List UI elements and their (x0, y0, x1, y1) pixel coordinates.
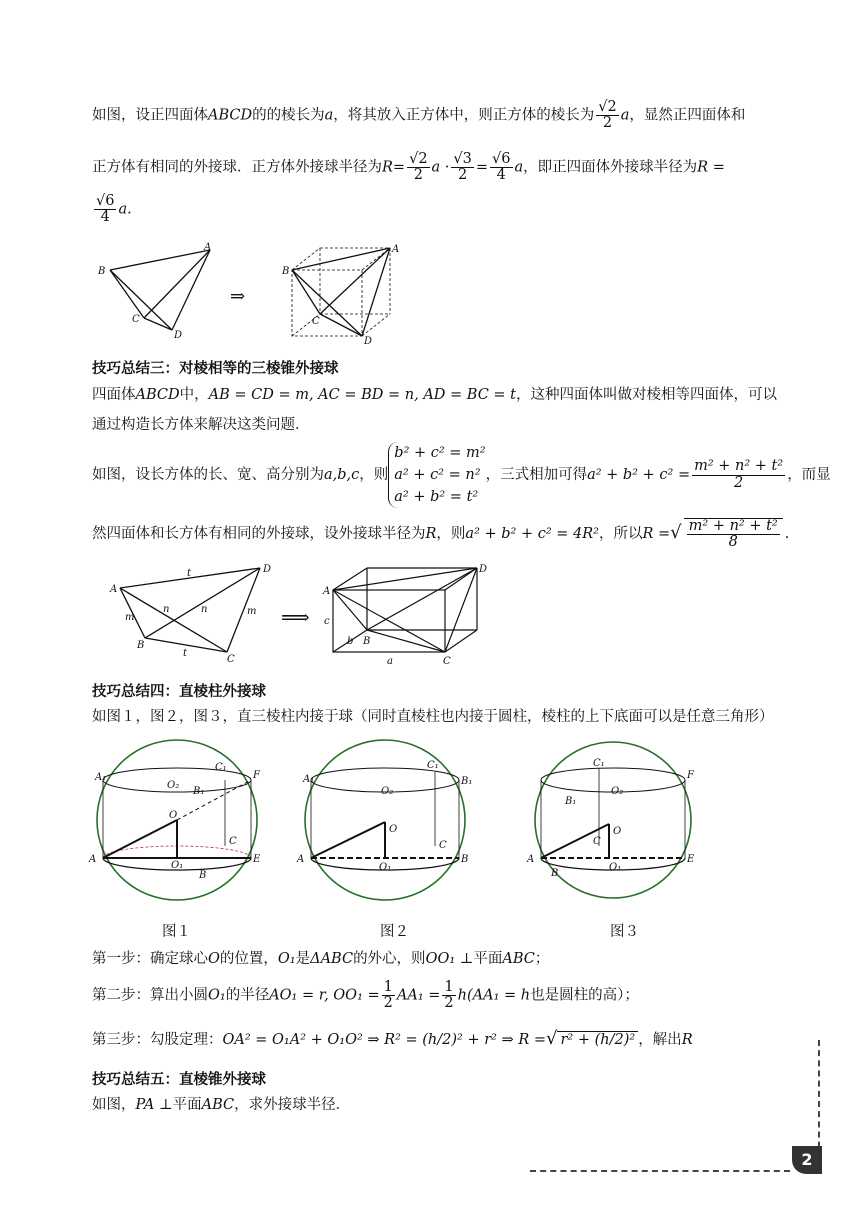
section-heading-5: 技巧总结五：直棱锥外接球 (92, 1072, 266, 1088)
label-D: D (364, 336, 373, 347)
label-E: E (687, 854, 695, 865)
math: OO₁ ⊥ (425, 951, 474, 967)
label-B: B (137, 640, 145, 651)
label-B1: B₁ (193, 786, 205, 797)
math: a · (431, 159, 450, 176)
math: h(AA₁ = h (457, 987, 531, 1004)
text: 的外心，则 (353, 951, 426, 967)
arrow-icon: ⇒ (230, 286, 246, 307)
label-B: B (363, 636, 371, 647)
para-cuboid (92, 440, 831, 510)
label-C1: C₁ (215, 762, 227, 773)
footer-dashed-rule (530, 1170, 790, 1172)
label-O2: O₂ (611, 786, 624, 797)
label-C: C (593, 836, 601, 847)
label-A: A (204, 242, 212, 253)
text: 如图， (92, 1097, 136, 1113)
sphere-figure-1 (88, 740, 261, 900)
label-B: B (551, 868, 559, 879)
text: 第一步：确定球心 (92, 951, 208, 967)
math: ΔABC (310, 951, 354, 967)
label-A: A (392, 244, 400, 255)
step-2 (92, 980, 812, 1011)
label-O: O (169, 810, 178, 821)
figure-tetra-cuboid (105, 560, 495, 670)
label-c: c (324, 616, 330, 627)
math-abcd: ABCD (208, 107, 253, 124)
fraction: $\frac{√2}{2}$ (409, 151, 428, 184)
text: 是 (295, 951, 311, 967)
sqrt: r² + (h/2)² (557, 1031, 638, 1048)
label-B1: B₁ (565, 796, 577, 807)
fraction: $\frac{\text{m² + n² + t²}}{2}$ (694, 458, 784, 491)
math: O₁ (277, 951, 296, 967)
label-B: B (199, 870, 207, 881)
fraction: $\frac{1}{2}$ (444, 979, 454, 1012)
text: ，求外接球半径． (234, 1097, 351, 1113)
text: 四面体 (92, 387, 136, 403)
label-A: A (297, 854, 305, 865)
para-pyramid (92, 1090, 812, 1120)
step-1 (92, 944, 812, 974)
math: a² + b² + c² = 4R² (465, 526, 599, 543)
label-m: m (125, 612, 135, 623)
section-heading-4: 技巧总结四：直棱柱外接球 (92, 684, 266, 700)
label-A1: A₁ (95, 772, 107, 783)
figure-tetra-cube (92, 240, 412, 345)
text: ，即正四面体外接球半径为 (523, 159, 698, 176)
arrow-icon: ⟹ (281, 605, 310, 629)
label-O: O (613, 826, 622, 837)
label-m: m (247, 606, 257, 617)
text: 的位置， (219, 951, 278, 967)
math-a: a (514, 159, 524, 176)
math: R (681, 1032, 693, 1048)
label-B: B (282, 266, 290, 277)
label-D: D (263, 564, 272, 575)
text: = (392, 159, 406, 176)
fraction: $\frac{√6}{4}$ (492, 151, 511, 184)
label-C1: C₁ (593, 758, 605, 769)
text: 的半径 (225, 987, 270, 1004)
caption-figure-1: 图１ (162, 924, 191, 940)
math: AO₁ = r, OO₁ = (269, 987, 380, 1004)
para-opposite-edges (92, 380, 812, 410)
label-C: C (312, 316, 320, 327)
caption-figure-2: 图２ (380, 924, 409, 940)
text: ，将其放入正方体中，则正方体的棱长为 (333, 107, 595, 124)
label-O1: O₁ (379, 862, 392, 873)
label-b: b (347, 636, 354, 647)
sphere-figure-2 (296, 740, 472, 900)
text: ，显然正四面体和 (629, 107, 746, 124)
label-O2: O₂ (167, 780, 180, 791)
text: ，解出 (638, 1032, 682, 1048)
math-abc: a,b,c (324, 467, 360, 483)
text: 然四面体和长方体有相同的外接球，设外接球半径为 (92, 526, 426, 543)
sqrt-fraction: $\frac{\text{m² + n² + t²}}{8}$ (684, 518, 783, 550)
math: ABC (502, 951, 535, 967)
text: 的的棱长为 (252, 107, 325, 124)
fraction: $\frac{√3}{2}$ (453, 151, 472, 184)
text: 也是圆柱的高）； (530, 987, 639, 1004)
math: R = (642, 526, 671, 543)
text: ，而显 (787, 467, 831, 483)
text: ，则 (436, 526, 466, 543)
fraction: $\frac{√2}{2}$ (598, 99, 617, 132)
para-tetra-intro (92, 100, 812, 131)
label-a: a (387, 656, 393, 667)
text: 第三步：勾股定理： (92, 1032, 223, 1048)
section-heading-3: 技巧总结三：对棱相等的三棱锥外接球 (92, 361, 339, 377)
label-C: C (443, 656, 451, 667)
label-O2: O₂ (381, 786, 394, 797)
label-D: D (479, 564, 488, 575)
text: ； (534, 951, 550, 967)
math-R: R (425, 526, 437, 543)
label-A1: A₁ (303, 774, 315, 785)
math: AA₁ = (396, 987, 441, 1004)
text: 正方体有相同的外接球．正方体外接球半径为 (92, 159, 382, 176)
label-E: E (253, 854, 261, 865)
page-number: 2 (792, 1146, 822, 1174)
label-A: A (527, 854, 535, 865)
label-t: t (183, 648, 188, 659)
text: ，这种四面体叫做对棱相等四面体，可以 (516, 387, 777, 403)
math: R = (697, 159, 725, 176)
text: 如图，设正四面体 (92, 107, 208, 124)
label-O: O (389, 824, 398, 835)
label-C: C (229, 836, 237, 847)
math-R: R (382, 159, 393, 176)
figure-prism-spheres (89, 742, 695, 902)
step-3: 第三步：勾股定理：OA² = O₁A² + O₁O² ⇒ R² = (h/2)² + r² ⇒ R =√ r² + (h/2)² ，解出R (92, 1028, 693, 1049)
para-tetra-line2 (92, 152, 812, 183)
math: O₁ (208, 987, 226, 1004)
text: 中， (179, 387, 209, 403)
para-tetra-line3 (92, 194, 812, 225)
para-cuboid-line2: 然四面体和长方体有相同的外接球，设外接球半径为R，则a² + b² + c² = 4R²，所以R =√ $\frac{\text{m² + n² + t²}}{8}$ . (92, 518, 790, 551)
label-B: B (98, 266, 106, 277)
fraction: $\frac{√6}{4}$ (96, 193, 115, 226)
text: 平面 (473, 951, 503, 967)
math: PA ⊥ (135, 1097, 173, 1113)
text: 如图，设长方体的长、宽、高分别为 (92, 467, 324, 483)
label-C: C (132, 314, 140, 325)
math-a: a (324, 107, 334, 124)
math: ABC (201, 1097, 235, 1113)
label-D: D (174, 330, 183, 341)
para-prism: 如图１，图２，图３，直三棱柱内接于球（同时直棱柱也内接于圆柱，棱柱的上下底面可以是任意三角形） (92, 709, 774, 725)
label-B: B (461, 854, 469, 865)
label-A: A (110, 584, 118, 595)
label-C: C (227, 654, 235, 665)
label-t: t (187, 568, 192, 579)
math-eqs: AB = CD = m, AC = BD = n, AD = BC = t (208, 387, 516, 403)
label-F: F (687, 770, 694, 781)
fraction: $\frac{1}{2}$ (383, 979, 393, 1012)
label-B1: B₁ (461, 776, 473, 787)
math: a² + b² + c² = (587, 467, 691, 483)
label-n: n (163, 604, 170, 615)
label-C1: C₁ (427, 760, 439, 771)
para-opposite-edges-line2: 通过构造长方体来解决这类问题． (92, 417, 310, 433)
text: 第二步：算出小圆 (92, 987, 208, 1004)
math: a. (118, 201, 132, 218)
sphere-figure-3 (526, 742, 695, 898)
text: ，三式相加可得 (485, 467, 588, 483)
math: O (208, 951, 220, 967)
label-O1: O₁ (609, 862, 622, 873)
equation-system: b² + c² = m² a² + c² = n² a² + b² = t² (388, 442, 485, 508)
math: OA² = O₁A² + O₁O² ⇒ R² = (h/2)² + r² ⇒ R = (222, 1032, 546, 1048)
label-A: A (323, 586, 331, 597)
caption-figure-3: 图３ (610, 924, 639, 940)
text: 平面 (172, 1097, 202, 1113)
text: ，所以 (598, 526, 643, 543)
text: = (475, 159, 489, 176)
text: ，则 (359, 467, 389, 483)
label-n: n (201, 604, 208, 615)
label-O1: O₁ (171, 860, 184, 871)
text: . (784, 526, 790, 543)
math-abcd: ABCD (135, 387, 180, 403)
math-a: a (620, 107, 630, 124)
label-F: F (253, 770, 260, 781)
label-A: A (89, 854, 97, 865)
label-C: C (439, 840, 447, 851)
